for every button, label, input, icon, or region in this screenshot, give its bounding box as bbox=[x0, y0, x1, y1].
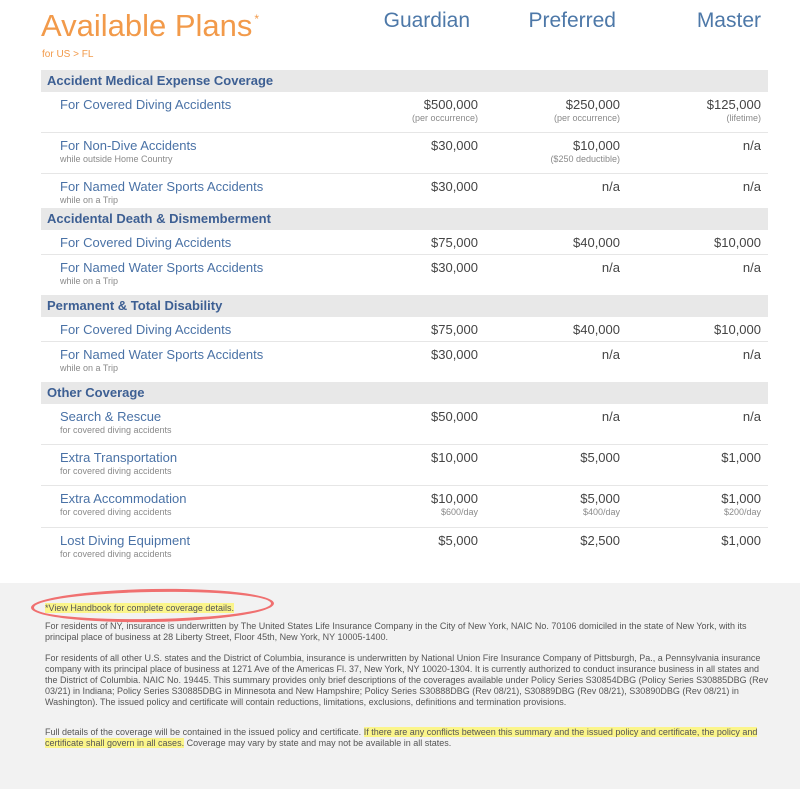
value-master: $1,000 bbox=[721, 533, 761, 548]
coverage-label: For Named Water Sports Accidents bbox=[60, 260, 264, 275]
value-preferred: $40,000 bbox=[573, 235, 620, 250]
value-note-preferred: ($250 deductible) bbox=[550, 154, 620, 164]
coverage-row bbox=[41, 255, 768, 295]
coverage-sublabel: while outside Home Country bbox=[60, 154, 173, 164]
section-header: Permanent & Total Disability bbox=[41, 295, 768, 317]
coverage-sublabel: while on a Trip bbox=[60, 363, 119, 373]
value-preferred: $5,000 bbox=[580, 450, 620, 465]
plan-header-preferred: Preferred bbox=[528, 9, 616, 32]
value-preferred: n/a bbox=[601, 347, 620, 362]
location-breadcrumb: for US > FL bbox=[42, 49, 94, 60]
coverage-label: For Named Water Sports Accidents bbox=[60, 347, 264, 362]
coverage-label: Search & Rescue bbox=[60, 409, 162, 424]
coverage-label: Extra Transportation bbox=[60, 450, 178, 465]
section-header: Accidental Death & Dismemberment bbox=[41, 208, 768, 230]
value-note-master: $200/day bbox=[723, 507, 761, 517]
value-master: n/a bbox=[742, 347, 761, 362]
value-guardian: $500,000 bbox=[423, 97, 478, 112]
value-guardian: $75,000 bbox=[431, 235, 478, 250]
coverage-row bbox=[41, 133, 768, 174]
coverage-sublabel: while on a Trip bbox=[60, 195, 119, 205]
value-note-guardian: (per occurrence) bbox=[411, 113, 478, 123]
handbook-link[interactable]: *View Handbook for complete coverage details. bbox=[45, 603, 234, 613]
coverage-label: For Covered Diving Accidents bbox=[60, 235, 232, 250]
coverage-table bbox=[41, 70, 768, 561]
details-part1: Full details of the coverage will be contained in the issued policy and certificate. bbox=[45, 727, 362, 737]
value-guardian: $75,000 bbox=[431, 322, 478, 337]
coverage-row bbox=[41, 445, 768, 486]
value-master: $10,000 bbox=[714, 235, 761, 250]
coverage-row bbox=[41, 528, 768, 561]
value-master: $125,000 bbox=[706, 97, 761, 112]
coverage-row bbox=[41, 92, 768, 133]
value-preferred: $2,500 bbox=[580, 533, 620, 548]
value-master: $1,000 bbox=[721, 491, 761, 506]
coverage-sublabel: for covered diving accidents bbox=[60, 466, 172, 476]
value-guardian: $5,000 bbox=[438, 533, 478, 548]
coverage-row bbox=[41, 342, 768, 382]
coverage-sublabel: while on a Trip bbox=[60, 276, 119, 286]
coverage-row bbox=[41, 230, 768, 255]
coverage-row bbox=[41, 317, 768, 342]
coverage-row bbox=[41, 404, 768, 445]
coverage-label: For Covered Diving Accidents bbox=[60, 97, 232, 112]
plan-header-guardian: Guardian bbox=[383, 9, 470, 32]
coverage-row bbox=[41, 486, 768, 528]
coverage-label: For Non-Dive Accidents bbox=[60, 138, 197, 153]
conflict-highlight: If there are any conflicts between this summary and the issued policy and certificate, the policy and certificate shall govern in all cases. bbox=[45, 727, 758, 748]
value-note-preferred: $400/day bbox=[582, 507, 620, 517]
page-title: Available Plans * bbox=[41, 8, 260, 43]
value-preferred: n/a bbox=[601, 179, 620, 194]
value-guardian: $30,000 bbox=[431, 260, 478, 275]
value-master: n/a bbox=[742, 409, 761, 424]
value-guardian: $10,000 bbox=[431, 450, 478, 465]
coverage-sublabel: for covered diving accidents bbox=[60, 549, 172, 559]
plans-header bbox=[0, 0, 800, 70]
value-master: n/a bbox=[742, 260, 761, 275]
value-master: $10,000 bbox=[714, 322, 761, 337]
value-preferred: n/a bbox=[601, 409, 620, 424]
value-note-preferred: (per occurrence) bbox=[553, 113, 620, 123]
value-master: n/a bbox=[742, 138, 761, 153]
value-master: n/a bbox=[742, 179, 761, 194]
coverage-label: For Named Water Sports Accidents bbox=[60, 179, 264, 194]
value-note-guardian: $600/day bbox=[440, 507, 478, 517]
value-preferred: $5,000 bbox=[580, 491, 620, 506]
value-preferred: $250,000 bbox=[565, 97, 620, 112]
value-master: $1,000 bbox=[721, 450, 761, 465]
ny-underwriter-text: For residents of NY, insurance is underwritten by The United States Life Insurance Company in the City of New York, NAIC No. 70106 domiciled in the state of New York, with its principal place of business at 28 Liberty Street, Floor 45th, New York, NY 10005-1400. bbox=[45, 621, 747, 642]
title-footnote-mark: * bbox=[254, 12, 260, 26]
section-header: Accident Medical Expense Coverage bbox=[41, 70, 768, 92]
coverage-label: For Covered Diving Accidents bbox=[60, 322, 232, 337]
coverage-sublabel: for covered diving accidents bbox=[60, 507, 172, 517]
value-guardian: $30,000 bbox=[431, 179, 478, 194]
value-guardian: $10,000 bbox=[431, 491, 478, 506]
coverage-label: Lost Diving Equipment bbox=[60, 533, 191, 548]
coverage-sublabel: for covered diving accidents bbox=[60, 425, 172, 435]
value-guardian: $50,000 bbox=[431, 409, 478, 424]
other-states-underwriter-text: For residents of all other U.S. states and the District of Columbia, insurance is underwritten by National Union Fire Insurance Company of Pittsburgh, Pa., a Pennsylvania insurance company with its principal place of business at 1271 Ave of the Americas Fl. 37, New York, NY 10020-1304. It is currently authorized to conduct insurance business in all states and the District of Columbia. NAIC No. 19445. This summary provides only brief descriptions of the coverages available under Policy Series S30854DBG (Policy Series S30885DBG (Rev 03/21) in Indiana; Policy Series S30885DBG in Minnesota and New Hampshire; Policy Series S30888DBG (Rev 08/21), S30889DBG (Rev 08/21), S30890DBG (Rev 08/21) in Washington). The issued policy and certificate will contain reductions, limitations, exclusions, definitions and termination provisions. bbox=[45, 653, 769, 707]
value-guardian: $30,000 bbox=[431, 347, 478, 362]
coverage-details-text bbox=[45, 727, 771, 749]
value-guardian: $30,000 bbox=[431, 138, 478, 153]
details-part2: Coverage may vary by state and may not be available in all states. bbox=[186, 738, 452, 748]
value-preferred: $40,000 bbox=[573, 322, 620, 337]
coverage-label: Extra Accommodation bbox=[60, 491, 187, 506]
value-preferred: n/a bbox=[601, 260, 620, 275]
value-preferred: $10,000 bbox=[573, 138, 620, 153]
value-note-master: (lifetime) bbox=[726, 113, 761, 123]
plan-header-master: Master bbox=[696, 9, 761, 32]
section-header: Other Coverage bbox=[41, 382, 768, 404]
coverage-row bbox=[41, 174, 768, 208]
